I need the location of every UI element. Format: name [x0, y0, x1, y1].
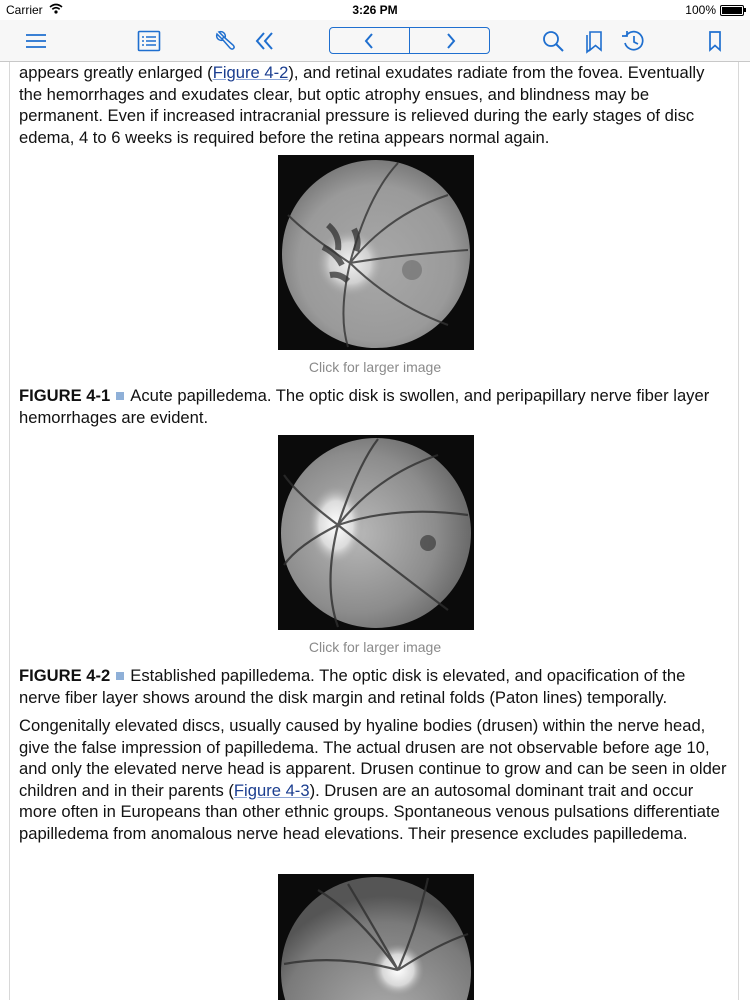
history-icon[interactable] — [620, 28, 646, 54]
figure-4-3-image[interactable] — [278, 874, 474, 1000]
figure-4-2-enlarge-link[interactable]: Click for larger image — [308, 639, 442, 655]
status-bar — [0, 0, 750, 20]
chevron-left-icon — [360, 31, 380, 51]
reader-content — [9, 62, 739, 1000]
figure-4-2-image[interactable] — [278, 435, 474, 630]
caption-bullet — [116, 672, 124, 680]
figure-4-1-enlarge-link[interactable]: Click for larger image — [308, 359, 442, 375]
figure-4-1-image[interactable] — [278, 155, 474, 350]
table-of-contents-icon[interactable] — [136, 28, 162, 54]
bookmarks-list-icon[interactable] — [582, 28, 608, 54]
battery-icon — [720, 5, 744, 16]
menu-icon[interactable] — [23, 28, 49, 54]
intro-paragraph: appears greatly enlarged (Figure 4-2), and retinal exudates radiate from the fovea. Eventually the hemorrhages and exudates clear, but optic atrophy ensues, and blindness may be permanent. Even if increased intracranial pressure is relieved during the early stages of disc edema, 4 to 6 weeks is required before the retina appears normal again. — [19, 63, 705, 147]
search-icon[interactable] — [540, 28, 566, 54]
drusen-paragraph: Congenitally elevated discs, usually caused by hyaline bodies (drusen) within the nerve head, give the false impression of papilledema. The actual drusen are not observable before age 10, and only the elevated nerve head is apparent. Drusen continue to grow and can be seen in older children and in their parents (Figure 4-3). Drusen are an autosomal dominant trait and occur more often in Europeans than other ethnic groups. Spontaneous venous pulsations differentiate papilledema from anomalous nerve head elevations. Their presence excludes papilledema. — [19, 716, 727, 843]
caption-bullet — [116, 392, 124, 400]
page-navigation — [329, 27, 490, 54]
reader-toolbar — [0, 20, 750, 62]
previous-page-button[interactable] — [330, 28, 410, 53]
next-page-button[interactable] — [410, 28, 490, 53]
figure-4-2-caption: FIGURE 4-2 Established papilledema. The optic disk is elevated, and opacification of the nerve fiber layer shows around the disk margin and retinal folds (Paton lines) temporally. — [19, 666, 686, 707]
bookmark-icon[interactable] — [702, 28, 728, 54]
chevron-right-icon — [440, 31, 460, 51]
tools-icon[interactable] — [212, 28, 238, 54]
double-chevron-left-icon[interactable] — [252, 28, 278, 54]
figure-4-1-caption: FIGURE 4-1 Acute papilledema. The optic disk is swollen, and peripapillary nerve fiber layer hemorrhages are evident. — [19, 386, 710, 427]
battery-percent: 100% — [685, 3, 716, 17]
carrier-label: Carrier — [6, 3, 43, 17]
clock: 3:26 PM — [352, 3, 398, 17]
figure-4-2-link[interactable]: Figure 4-2 — [212, 63, 289, 82]
figure-4-3-link[interactable]: Figure 4-3 — [233, 780, 310, 800]
